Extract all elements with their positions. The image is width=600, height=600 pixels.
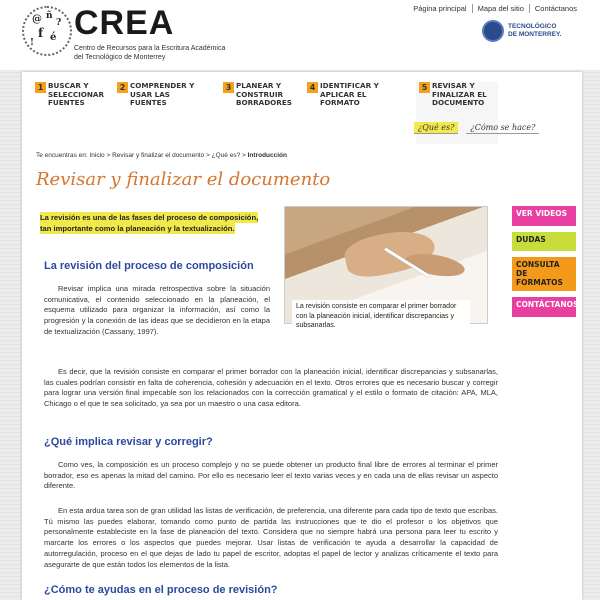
section-2-title: ¿Qué implica revisar y corregir? — [44, 436, 213, 448]
brand-title[interactable]: CREA — [74, 4, 175, 42]
process-steps — [32, 82, 572, 148]
step-2[interactable]: 2 COMPRENDER Y USAR LAS FUENTES — [114, 82, 196, 142]
brand-subtitle: Centro de Recursos para la Escritura Académica del Tecnológico de Monterrey — [74, 45, 226, 61]
step-3[interactable]: 3 PLANEAR Y CONSTRUIR BORRADORES — [220, 82, 302, 142]
side-buttons — [512, 206, 579, 323]
ver-videos-button[interactable]: VER VIDEOS — [512, 206, 576, 226]
section-1-paragraph-1: Revisar implica una mirada retrospectiva sobre la situación comunicativa, el contenido seleccionado en la planeación, el esquema utilizado para organizar la información, así como la progresión y la conexión de las ideas que se decidieron en la etapa de textualización (Cassany, 1997). — [44, 284, 270, 336]
crumb-current: Introducción — [247, 152, 287, 159]
tec-seal-icon — [482, 20, 504, 42]
substep-tabs — [414, 122, 539, 134]
section-1-title: La revisión del proceso de composición — [44, 260, 254, 272]
content-card — [22, 72, 582, 600]
top-links — [408, 4, 582, 13]
step-1[interactable]: 1 BUSCAR Y SELECCIONAR FUENTES — [32, 82, 114, 142]
section-2-paragraph-1: Como ves, la composición es un proceso complejo y no se puede obtener un producto final libre de errores al terminar el primer borrador, eso es apenas la mitad del camino. Por ello es necesario leer el texto varias veces y en cada una de ellas revisar un aspecto diferente. — [44, 460, 498, 491]
breadcrumb: Te encuentras en: Inicio > Revisar y finalizar el documento > ¿Qué es? > Introducción — [36, 152, 287, 159]
intro-highlight: La revisión es una de las fases del proceso de composición, tan importante como la planeación y la textualización. — [40, 213, 259, 233]
section-3-title: ¿Cómo te ayudas en el proceso de revisión? — [44, 584, 278, 596]
tab-como-se-hace[interactable]: ¿Cómo se hace? — [466, 122, 539, 134]
photo-caption: La revisión consiste en comparar el primer borrador con la planeación inicial, identificar discrepancias y subsanarlas. — [292, 300, 470, 333]
crumb-revisar[interactable]: Revisar y finalizar el documento — [112, 152, 205, 159]
tab-que-es[interactable]: ¿Qué es? — [414, 122, 458, 134]
consulta-formatos-button[interactable]: CONSULTA DE FORMATOS — [512, 257, 576, 291]
site-header — [0, 0, 600, 72]
crea-logo-icon[interactable]: @ ñ ? f é ! — [22, 6, 72, 56]
crumb-inicio[interactable]: Inicio — [89, 152, 105, 159]
link-home[interactable]: Página principal — [408, 4, 472, 13]
step-5-active[interactable]: 5 REVISAR Y FINALIZAR EL DOCUMENTO — [416, 82, 498, 144]
tec-logo[interactable]: TECNOLÓGICO DE MONTERREY. — [482, 20, 561, 42]
page-title: Revisar y finalizar el documento — [36, 169, 331, 190]
section-2-paragraph-2: En esta ardua tarea son de gran utilidad las listas de verificación, de preferencia, una diferente para cada tipo de texto que escribas. Tú mismo las puedes elaborar, tomando como punto de partida las instrucciones que te dio el profesor o los objetivos que personalmente estableciste en la fase de planeación del texto. Considera que no siempre habrá una persona para leer tu escrito y marcarte los errores o los aspectos que puedes mejorar. Usar listas de verificación te ayuda a desarrollar la capacidad de autorregulación, proceso en el que dejas de lado tu papel de escritor, adoptas el papel de lector y analizas críticamente el texto para asegurarte de que están todos los elementos de la lista. — [44, 506, 498, 569]
link-contact[interactable]: Contáctanos — [534, 4, 577, 13]
dudas-button[interactable]: DUDAS — [512, 232, 576, 251]
crumb-que-es[interactable]: ¿Qué es? — [211, 152, 241, 159]
link-sitemap[interactable]: Mapa del sitio — [473, 4, 530, 13]
step-4[interactable]: 4 IDENTIFICAR Y APLICAR EL FORMATO — [304, 82, 386, 142]
section-1-paragraph-2: Es decir, que la revisión consiste en comparar el primer borrador con la planeación inicial, identificar discrepancias y subsanarlas, las cuales podrían consistir en falta de coherencia, cohesión y adecuación en el texto. Otros errores que es necesario buscar y corregir para lograr una versión final impecable son los relacionados con la corrección gramatical y el estilo o formato de citación: APA, MLA, Chicago o el que te sea solicitado, ya sea por un maestro o una casa editora. — [44, 367, 498, 409]
contactanos-button[interactable]: CONTÁCTANOS — [512, 297, 576, 317]
